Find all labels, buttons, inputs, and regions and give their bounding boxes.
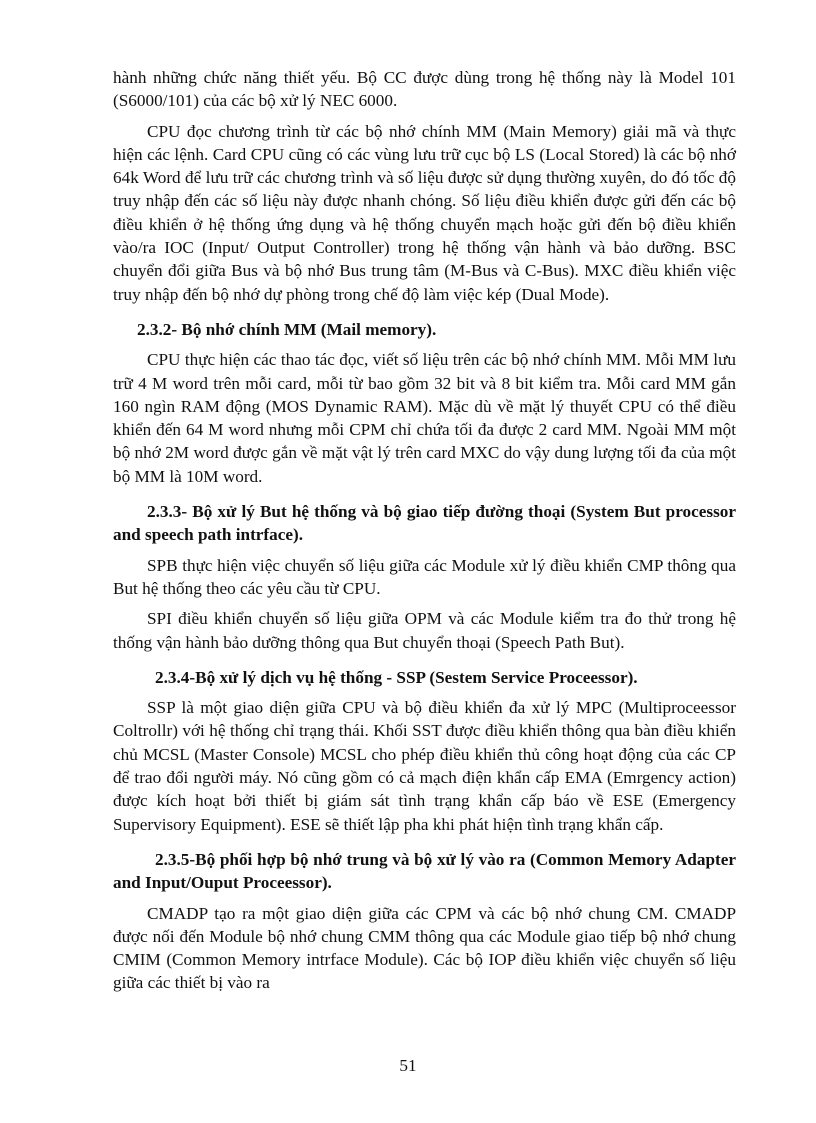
heading-2-3-5: 2.3.5-Bộ phối hợp bộ nhớ trung và bộ xử lý vào ra (Common Memory Adapter and Input/Ouput Proceessor). [113,849,736,893]
document-page [113,66,736,995]
heading-2-3-3: 2.3.3- Bộ xử lý But hệ thống và bộ giao tiếp đường thoại (System But processor and speech path intrface). [113,502,736,545]
paragraph-spi: SPI điều khiển chuyển số liệu giữa OPM và các Module kiểm tra đo thử trong hệ thống vận hành bảo dưỡng thông qua But chuyển thoại (Speech Path But). [113,609,736,652]
heading-2-3-2: 2.3.2- Bộ nhớ chính MM (Mail memory). [137,319,437,339]
paragraph-ssp: SSP là một giao diện giữa CPU và bộ điều khiển đa xử lý MPC (Multiproceessor Coltrollr) với hệ thống chỉ trạng thái. Khối SST được điều khiển thông qua bàn điều khiển chủ MCSL (Master Console) MCSL cho phép điều khiển thủ công hoạt động của các CP để trao đổi người máy. Nó cũng gồm có cả mạch điện khẩn cấp EMA (Emrgency action) được kích hoạt bởi thiết bị giám sát tình trạng khẩn cấp báo về ESE (Emergency Supervisory Equipment). ESE sẽ thiết lập pha khi phát hiện tình trạng khẩn cấp. [113,698,736,834]
heading-2-3-4: 2.3.4-Bộ xử lý dịch vụ hệ thống - SSP (Sestem Service Proceessor). [155,667,638,687]
paragraph-cpu: CPU đọc chương trình từ các bộ nhớ chính MM (Main Memory) giải mã và thực hiện các lệnh. Card CPU cũng có các vùng lưu trữ cục bộ LS (Local Stored) là các bộ nhớ 64k Word để lưu trữ các chương trình và số liệu được sử dụng thường xuyên, do đó tốc độ truy nhập đến các số liệu này được nhanh chóng. Số liệu điều khiển được gửi đến các bộ điều khiển ở hệ thống ứng dụng và hệ thống chuyển mạch hoặc gửi đến bộ điều khiển vào/ra IOC (Input/ Output Controller) trong hệ thống vận hành và bảo dưỡng. BSC chuyển đổi giữa Bus và bộ nhớ Bus trung tâm (M-Bus và C-Bus). MXC điều khiển việc truy nhập đến bộ nhớ dự phòng trong chế độ làm việc kép (Dual Mode). [113,121,736,304]
paragraph-main-memory: CPU thực hiện các thao tác đọc, viết số liệu trên các bộ nhớ chính MM. Mỗi MM lưu trữ 4 M word trên mỗi card, mỗi từ bao gồm 32 bit và 8 bit kiểm tra. Mỗi card MM gắn 160 ngìn RAM động (MOS Dynamic RAM). Mặc dù về mặt lý thuyết CPU có thể điều khiển đến 64 M word nhưng mỗi CPM chỉ chứa tối đa được 2 card MM. Ngoài MM một bộ nhớ 2M word được gắn về mặt vật lý trên card MXC do vậy dung lượng tối đa của một bộ MM là 10M word. [113,350,736,486]
paragraph-spb: SPB thực hiện việc chuyển số liệu giữa các Module xử lý điều khiển CMP thông qua But hệ thống theo các yêu cầu từ CPU. [113,555,736,598]
paragraph-continuation: hành những chức năng thiết yếu. Bộ CC được dùng trong hệ thống này là Model 101 (S6000/101) của các bộ xử lý NEC 6000. [113,68,736,111]
paragraph-cmadp: CMADP tạo ra một giao diện giữa các CPM và các bộ nhớ chung CM. CMADP được nối đến Module bộ nhớ chung CMM thông qua các Module giao tiếp bộ nhớ chung CMIM (Common Memory intrface Module). Các bộ IOP điều khiển việc chuyển số liệu giữa các thiết bị vào ra [113,903,736,993]
page-number: 51 [399,1056,417,1075]
